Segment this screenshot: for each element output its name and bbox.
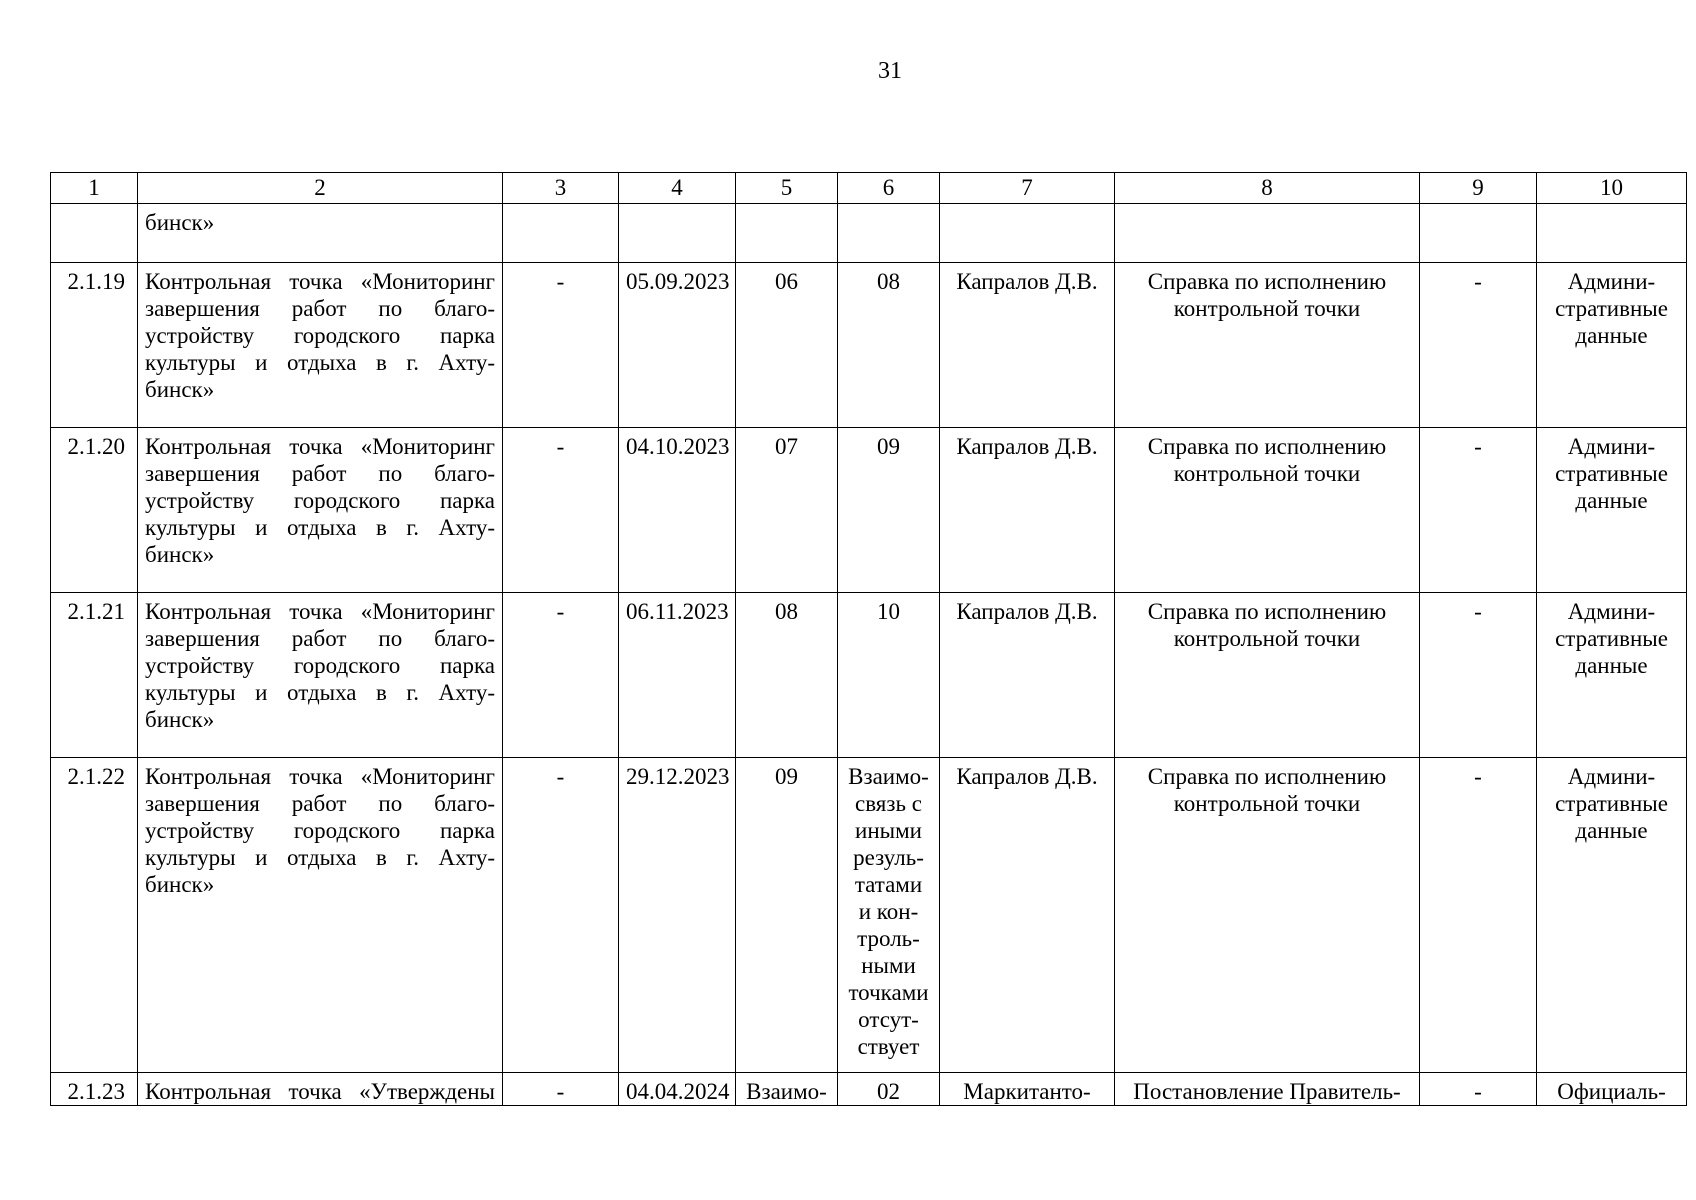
cell-date: 06.11.2023 <box>619 593 736 758</box>
document-line: контрольной точки <box>1173 791 1361 816</box>
cell-date: 29.12.2023 <box>619 758 736 1073</box>
document-line: Справка по исполнению <box>1147 599 1387 624</box>
col10-line: данные <box>1575 323 1648 348</box>
cell-col6 <box>838 263 940 428</box>
col10-line: Админи- <box>1567 764 1656 789</box>
cell-col6 <box>838 428 940 593</box>
header-cell: 6 <box>838 173 940 204</box>
document-line: Справка по исполнению <box>1147 269 1387 294</box>
cell-document <box>1115 428 1420 593</box>
cell-number: 2.1.23 <box>51 1073 138 1106</box>
header-cell: 9 <box>1420 173 1537 204</box>
cell-col3: - <box>503 428 619 593</box>
col6-line: отсут- <box>858 1007 919 1032</box>
cell-date <box>619 204 736 263</box>
document-line: контрольной точки <box>1173 296 1361 321</box>
cell-name <box>138 428 503 593</box>
table-header-row <box>51 173 1687 204</box>
cell-responsible: Капралов Д.В. <box>940 758 1115 1073</box>
col10-line: данные <box>1575 653 1648 678</box>
name-line: устройству городского парка <box>145 653 495 678</box>
name-line: завершения работ по благо- <box>145 461 495 486</box>
col10-line: стративные <box>1555 461 1668 486</box>
name-line: культуры и отдыха в г. Ахту- <box>145 350 495 375</box>
cell-col10 <box>1537 758 1687 1073</box>
cell-col3: - <box>503 263 619 428</box>
document-line: Постановление Правитель- <box>1133 1079 1401 1104</box>
name-line: завершения работ по благо- <box>145 626 495 651</box>
name-line: устройству городского парка <box>145 323 495 348</box>
col10-line: стративные <box>1555 791 1668 816</box>
name-line: Контрольная точка «Мониторинг <box>145 269 495 294</box>
document-line: Справка по исполнению <box>1147 764 1387 789</box>
cell-col3: - <box>503 1073 619 1106</box>
cell-col3: - <box>503 758 619 1073</box>
header-cell: 5 <box>736 173 838 204</box>
cell-number: 2.1.20 <box>51 428 138 593</box>
cell-col5: 09 <box>736 758 838 1073</box>
name-line: культуры и отдыха в г. Ахту- <box>145 680 495 705</box>
cell-name <box>138 758 503 1073</box>
cell-number <box>51 204 138 263</box>
col6-line: Взаимо- <box>848 764 929 789</box>
name-line: бинск» <box>145 377 215 402</box>
col10-line: Админи- <box>1567 434 1656 459</box>
cell-col9: - <box>1420 593 1537 758</box>
name-line: культуры и отдыха в г. Ахту- <box>145 515 495 540</box>
cell-document <box>1115 204 1420 263</box>
cell-responsible: Маркитанто- <box>940 1073 1115 1106</box>
document-line: Справка по исполнению <box>1147 434 1387 459</box>
header-cell: 3 <box>503 173 619 204</box>
cell-col9: - <box>1420 1073 1537 1106</box>
col6-line: татами <box>854 872 923 897</box>
col6-line: ными <box>861 953 916 978</box>
name-line: завершения работ по благо- <box>145 791 495 816</box>
name-line: Контрольная точка «Мониторинг <box>145 764 495 789</box>
table-row <box>51 263 1687 428</box>
cell-col5: 08 <box>736 593 838 758</box>
name-line: устройству городского парка <box>145 488 495 513</box>
col6-line: резуль- <box>853 845 924 870</box>
cell-document <box>1115 1073 1420 1106</box>
cell-col5: Взаимо- <box>736 1073 838 1106</box>
col6-line: 10 <box>877 599 900 624</box>
cell-col5: 07 <box>736 428 838 593</box>
col6-line: точками <box>848 980 929 1005</box>
cell-col6 <box>838 758 940 1073</box>
cell-col9: - <box>1420 263 1537 428</box>
table-row <box>51 1073 1687 1106</box>
cell-date: 04.10.2023 <box>619 428 736 593</box>
cell-col10 <box>1537 593 1687 758</box>
col10-line: данные <box>1575 488 1648 513</box>
col10-line: стративные <box>1555 296 1668 321</box>
cell-number: 2.1.21 <box>51 593 138 758</box>
cell-col9: - <box>1420 758 1537 1073</box>
table-row-continued <box>51 204 1687 263</box>
cell-col10 <box>1537 1073 1687 1106</box>
cell-responsible <box>940 204 1115 263</box>
page-number: 31 <box>878 58 902 84</box>
col10-line: стративные <box>1555 626 1668 651</box>
cell-name <box>138 1073 503 1106</box>
name-line: завершения работ по благо- <box>145 296 495 321</box>
cell-col6 <box>838 1073 940 1106</box>
col6-line: связь с <box>855 791 922 816</box>
col6-line: иными <box>855 818 922 843</box>
col6-line: ствует <box>857 1034 920 1059</box>
cell-document <box>1115 758 1420 1073</box>
cell-responsible: Капралов Д.В. <box>940 263 1115 428</box>
name-line: устройству городского парка <box>145 818 495 843</box>
col10-line: Официаль- <box>1557 1079 1666 1104</box>
col6-line: троль- <box>857 926 920 951</box>
cell-col6 <box>838 593 940 758</box>
col10-line: Админи- <box>1567 599 1656 624</box>
cell-name <box>138 593 503 758</box>
header-cell: 1 <box>51 173 138 204</box>
cell-responsible: Капралов Д.В. <box>940 428 1115 593</box>
header-cell: 7 <box>940 173 1115 204</box>
cell-document <box>1115 593 1420 758</box>
control-points-table <box>50 172 1687 1106</box>
cell-col9: - <box>1420 428 1537 593</box>
header-cell: 10 <box>1537 173 1687 204</box>
header-cell: 2 <box>138 173 503 204</box>
col10-line: данные <box>1575 818 1648 843</box>
cell-col10 <box>1537 263 1687 428</box>
cell-col3: - <box>503 593 619 758</box>
col6-line: 02 <box>877 1079 900 1104</box>
cell-name: бинск» <box>138 204 503 263</box>
cell-col3 <box>503 204 619 263</box>
cell-number: 2.1.19 <box>51 263 138 428</box>
col6-line: и кон- <box>858 899 919 924</box>
cell-responsible: Капралов Д.В. <box>940 593 1115 758</box>
name-line: Контрольная точка «Мониторинг <box>145 599 495 624</box>
cell-date: 05.09.2023 <box>619 263 736 428</box>
cell-col6 <box>838 204 940 263</box>
name-line: Контрольная точка «Мониторинг <box>145 434 495 459</box>
cell-col5 <box>736 204 838 263</box>
cell-col10 <box>1537 428 1687 593</box>
table-row <box>51 758 1687 1073</box>
table-row <box>51 593 1687 758</box>
cell-document <box>1115 263 1420 428</box>
name-line: Контрольная точка «Утверждены <box>145 1079 495 1104</box>
document-line: контрольной точки <box>1173 461 1361 486</box>
name-line: бинск» <box>145 707 215 732</box>
col10-line: Админи- <box>1567 269 1656 294</box>
col6-line: 08 <box>877 269 900 294</box>
table-row <box>51 428 1687 593</box>
name-line: бинск» <box>145 542 215 567</box>
document-line: контрольной точки <box>1173 626 1361 651</box>
cell-col9 <box>1420 204 1537 263</box>
name-line: культуры и отдыха в г. Ахту- <box>145 845 495 870</box>
cell-name <box>138 263 503 428</box>
col6-line: 09 <box>877 434 900 459</box>
cell-col10 <box>1537 204 1687 263</box>
header-cell: 4 <box>619 173 736 204</box>
header-cell: 8 <box>1115 173 1420 204</box>
cell-date: 04.04.2024 <box>619 1073 736 1106</box>
name-line: бинск» <box>145 872 215 897</box>
cell-col5: 06 <box>736 263 838 428</box>
cell-number: 2.1.22 <box>51 758 138 1073</box>
